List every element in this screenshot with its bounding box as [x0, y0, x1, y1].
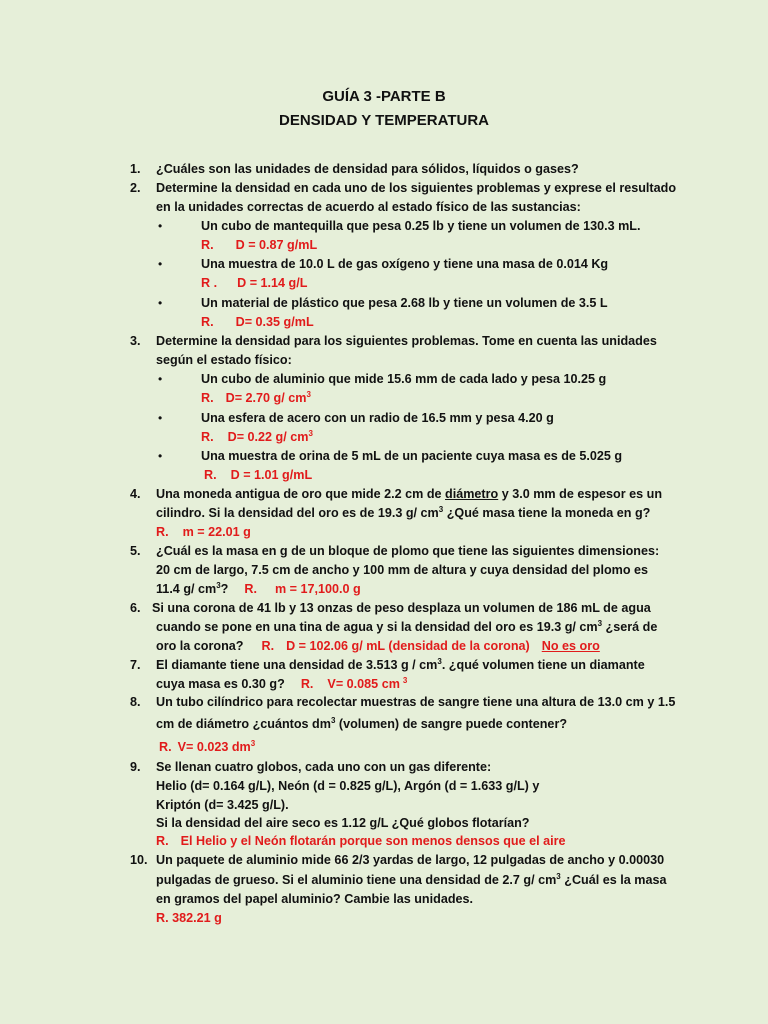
- q3-item-1-answer: R. D= 2.70 g/ $cm^3$: [201, 390, 311, 405]
- q10-number: 10.: [130, 853, 148, 867]
- q2-item-2-answer: R . D = 1.14 g/L: [201, 276, 308, 290]
- q3-item-1-text: Un cubo de aluminio que mide 15.6 mm de cada lado y pesa 10.25 g: [201, 372, 607, 386]
- q9-answer: R. El Helio y el Neón flotarán porque son menos densos que el aire: [156, 834, 566, 848]
- q4-number: 4.: [130, 487, 141, 501]
- bullet-icon: •: [158, 219, 163, 233]
- q6-line-3: oro la corona? R. D = 102.06 g/ mL (densidad de la corona) No es oro: [156, 639, 600, 653]
- q10-answer: R. 382.21 g: [156, 911, 222, 925]
- bullet-icon: •: [158, 372, 163, 386]
- q3-item-3-answer: R. D = 1.01 g/mL: [204, 468, 313, 482]
- q4-answer: R. m = 22.01 g: [156, 525, 251, 539]
- q6-verdict: No es oro: [541, 639, 600, 653]
- q5-line-1: ¿Cuál es la masa en g de un bloque de plomo que tiene las siguientes dimensiones:: [156, 544, 660, 558]
- q2-item-2-text: Una muestra de 10.0 L de gas oxígeno y tiene una masa de 0.014 Kg: [201, 257, 609, 271]
- bullet-icon: •: [158, 296, 163, 310]
- q7-line-1: El diamante tiene una densidad de 3.513 g / $cm^3$. ¿qué volumen tiene un diamante: [156, 657, 645, 672]
- q8-line-2: cm de diámetro ¿cuántos $dm^3$ (volumen) de sangre puede contener?: [156, 716, 568, 731]
- q1-text: ¿Cuáles son las unidades de densidad para sólidos, líquidos o gases?: [156, 162, 579, 176]
- q5-line-3: 11.4 g/ $cm^3$? R. m = 17,100.0 g: [156, 581, 361, 596]
- q5-line-2: 20 cm de largo, 7.5 cm de ancho y 100 mm de altura y cuya densidad del plomo es: [156, 563, 649, 577]
- q3-number: 3.: [130, 334, 141, 348]
- q2-item-1-answer: R. D = 0.87 g/mL: [201, 238, 318, 252]
- q4-line-1: Una moneda antigua de oro que mide 2.2 cm de diámetro y 3.0 mm de espesor es un: [156, 487, 663, 501]
- q2-item-3-answer: R. D= 0.35 g/mL: [201, 315, 314, 329]
- q10-line-2: pulgadas de grueso. Si el aluminio tiene una densidad de 2.7 g/ $cm^3$ ¿Cuál es la masa: [156, 872, 667, 887]
- q1-number: 1.: [130, 162, 141, 176]
- q3-item-3-text: Una muestra de orina de 5 mL de un paciente cuya masa es de 5.025 g: [201, 449, 623, 463]
- q8-answer: R. V= 0.023 $dm^3$: [159, 739, 256, 754]
- q9-line-1: Se llenan cuatro globos, cada uno con un gas diferente:: [156, 760, 492, 774]
- title-line-2: DENSIDAD Y TEMPERATURA: [278, 112, 490, 129]
- title-line-1: GUÍA 3 -PARTE B: [322, 88, 446, 105]
- q9-line-2: Helio (d= 0.164 g/L), Neón (d = 0.825 g/L), Argón (d = 1.633 g/L) y: [156, 779, 540, 793]
- q9-number: 9.: [130, 760, 141, 774]
- q9-line-3: Kriptón (d= 3.425 g/L).: [156, 798, 289, 812]
- q3-line-1: Determine la densidad para los siguientes problemas. Tome en cuenta las unidades: [156, 334, 657, 348]
- q2-line-1: Determine la densidad en cada uno de los siguientes problemas y exprese el resultado: [156, 181, 677, 195]
- q6-answer: R. D = 102.06 g/ mL (densidad de la corona) No es oro: [261, 639, 600, 653]
- bullet-icon: •: [158, 411, 163, 425]
- q6-line-2: cuando se pone en una tina de agua y si la densidad del oro es 19.3 g/ $cm^3$ ¿será de: [156, 619, 658, 634]
- q9-line-4: Si la densidad del aire seco es 1.12 g/L ¿Qué globos flotarían?: [156, 816, 530, 830]
- q6-number: 6.: [130, 601, 141, 615]
- q2-number: 2.: [130, 181, 141, 195]
- q7-line-2: cuya masa es 0.30 g? R. V= 0.085 cm $^3$: [156, 676, 408, 691]
- q8-line-1: Un tubo cilíndrico para recolectar muestras de sangre tiene una altura de 13.0 cm y 1.5: [156, 695, 676, 709]
- q3-line-2: según el estado físico:: [156, 353, 292, 367]
- q7-answer: R. V= 0.085 cm $^3$: [300, 676, 408, 691]
- q2-line-2: en la unidades correctas de acuerdo al estado físico de las sustancias:: [156, 200, 581, 214]
- q2-item-3-text: Un material de plástico que pesa 2.68 lb y tiene un volumen de 3.5 L: [201, 296, 608, 310]
- bullet-icon: •: [158, 449, 163, 463]
- q2-item-1-text: Un cubo de mantequilla que pesa 0.25 lb y tiene un volumen de 130.3 mL.: [201, 219, 641, 233]
- q8-number: 8.: [130, 695, 141, 709]
- q4-line-2: cilindro. Si la densidad del oro es de 19.3 g/ $cm^3$ ¿Qué masa tiene la moneda en g?: [156, 505, 651, 520]
- q6-line-1: Si una corona de 41 lb y 13 onzas de peso desplaza un volumen de 186 mL de agua: [152, 601, 651, 615]
- q10-line-3: en gramos del papel aluminio? Cambie las unidades.: [156, 892, 474, 906]
- q3-item-2-answer: R. D= 0.22 g/ $cm^3$: [201, 429, 313, 444]
- q5-number: 5.: [130, 544, 141, 558]
- q10-line-1: Un paquete de aluminio mide 66 2/3 yardas de largo, 12 pulgadas de ancho y 0.00030: [156, 853, 665, 867]
- q7-number: 7.: [130, 658, 141, 672]
- q5-answer: R. m = 17,100.0 g: [244, 582, 361, 596]
- q3-item-2-text: Una esfera de acero con un radio de 16.5 mm y pesa 4.20 g: [201, 411, 554, 425]
- bullet-icon: •: [158, 257, 163, 271]
